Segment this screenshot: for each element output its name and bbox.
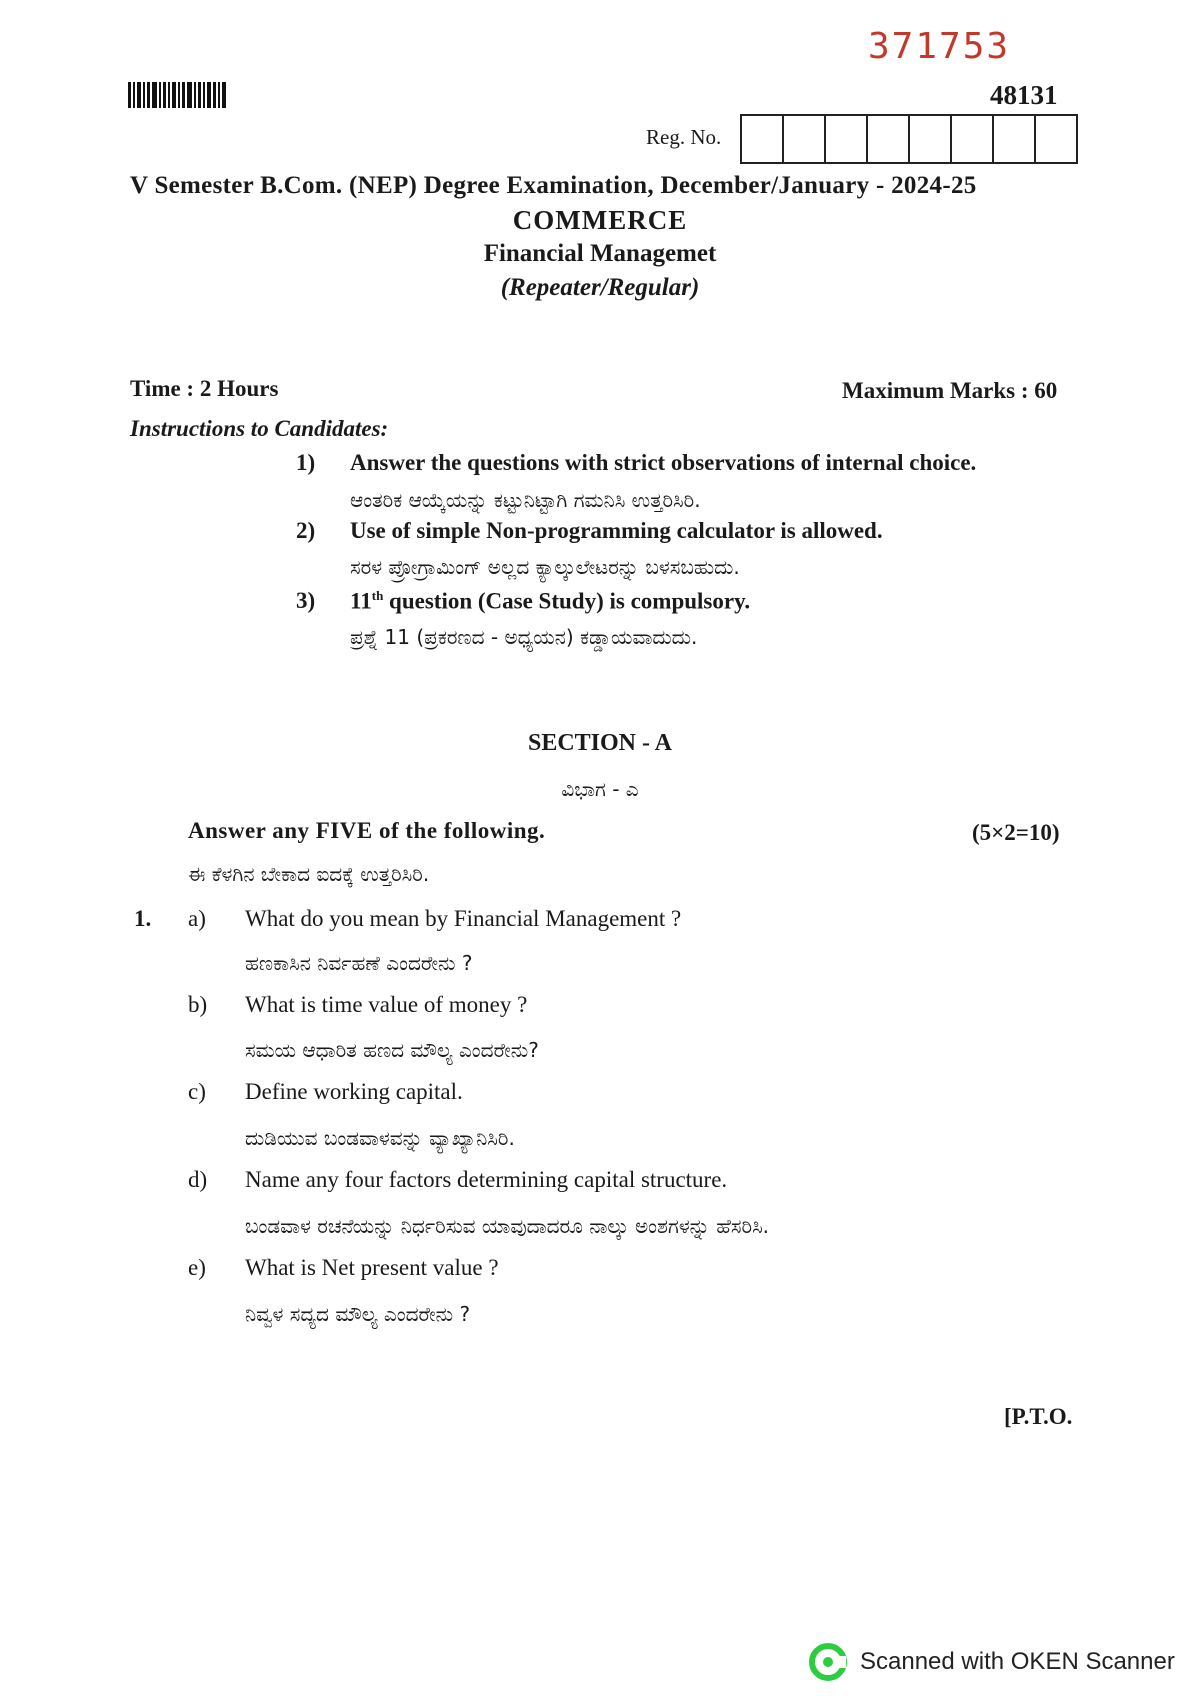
question-part-text-kn: ಬಂಡವಾಳ ರಚನೆಯನ್ನು ನಿರ್ಧರಿಸುವ ಯಾವುದಾದರೂ ನಾಲ್ಕು ಅಂಶಗಳನ್ನು ಹೆಸರಿಸಿ. [245,1214,770,1238]
instruction-text-kn: ಆಂತರಿಕ ಆಯ್ಕೆಯನ್ನು ಕಟ್ಟುನಿಟ್ಟಾಗಿ ಗಮನಿಸಿ ಉತ್ತರಿಸಿರಿ. [350,488,701,512]
paper-title: Financial Managemet [483,240,717,267]
reg-box [994,116,1036,162]
reg-box [784,116,826,162]
instruction-number: 3) [296,588,316,613]
question-part-label: a) [188,906,206,931]
question-part-text: Name any four factors determining capital structure. [245,1167,728,1192]
question-part-label: c) [188,1079,206,1104]
question-part-text-kn: ಹಣಕಾಸಿನ ನಿರ್ವಹಣೆ ಎಂದರೇನು ? [245,951,473,975]
question-part-text-kn: ನಿವ್ವಳ ಸದ್ಯದ ಮೌಲ್ಯ ಎಂದರೇನು ? [245,1302,471,1326]
answer-any-instruction-kn: ಈ ಕೆಳಗಿನ ಬೇಕಾದ ಐದಕ್ಕೆ ಉತ್ತರಿಸಿರಿ. [188,862,430,886]
reg-no-label: Reg. No. [646,125,722,149]
time-allowed: Time : 2 Hours [130,376,279,401]
reg-box [826,116,868,162]
exam-mode: (Repeater/Regular) [500,274,700,301]
instruction-text-kn: ಪ್ರಶ್ನೆ 11 (ಪ್ರಕರಣದ - ಅಧ್ಯಯನ) ಕಡ್ಡಾಯವಾದುದು. [350,625,698,649]
section-title: SECTION - A [527,730,673,756]
pto-marker: [P.T.O. [1004,1404,1073,1429]
instructions-heading: Instructions to Candidates: [130,416,389,441]
scanner-watermark [808,1642,1175,1682]
paper-code: 48131 [990,80,1058,110]
instruction-text: Use of simple Non-programming calculator is allowed. [350,518,883,543]
section-title-kn: ವಿಭಾಗ - ಎ [561,777,639,801]
barcode-icon [128,82,232,108]
instruction-text-kn: ಸರಳ ಪ್ರೋಗ್ರಾಮಿಂಗ್ ಅಲ್ಲದ ಕ್ಯಾಲ್ಕುಲೇಟರನ್ನು ಬಳಸಬಹುದು. [350,555,740,579]
question-part-text: What is Net present value ? [245,1255,499,1280]
answer-any-instruction: Answer any FIVE of the following. [188,818,546,843]
question-part-text: What is time value of money ? [245,992,528,1017]
question-part-label: d) [188,1167,208,1192]
instruction-number: 2) [296,518,316,543]
instruction-text: Answer the questions with strict observations of internal choice. [350,450,977,475]
question-part-text-kn: ಸಮಯ ಆಧಾರಿತ ಹಣದ ಮೌಲ್ಯ ಎಂದರೇನು? [245,1038,539,1062]
instruction-text: 11th question (Case Study) is compulsory. [350,588,751,614]
question-part-text: Define working capital. [245,1079,463,1104]
reg-no-boxes [740,114,1078,164]
subject-title: COMMERCE [512,205,688,235]
question-part-text-kn: ದುಡಿಯುವ ಬಂಡವಾಳವನ್ನು ವ್ಯಾಖ್ಯಾನಿಸಿರಿ. [245,1126,515,1150]
question-number: 1. [134,906,152,931]
question-part-label: b) [188,992,208,1017]
question-part-label: e) [188,1255,206,1280]
stamp-number: 371753 [868,26,1011,67]
question-part-text: What do you mean by Financial Management ? [245,906,682,931]
max-marks: Maximum Marks : 60 [842,378,1058,403]
scanner-logo-icon [808,1642,848,1682]
exam-title: V Semester B.Com. (NEP) Degree Examination, December/January - 2024-25 [130,172,977,199]
reg-box [952,116,994,162]
reg-box [910,116,952,162]
scanner-text: Scanned with OKEN Scanner [860,1648,1175,1675]
reg-box [742,116,784,162]
instruction-number: 1) [296,450,316,475]
marks-allocation: (5×2=10) [972,820,1060,845]
reg-box [1036,116,1076,162]
reg-box [868,116,910,162]
